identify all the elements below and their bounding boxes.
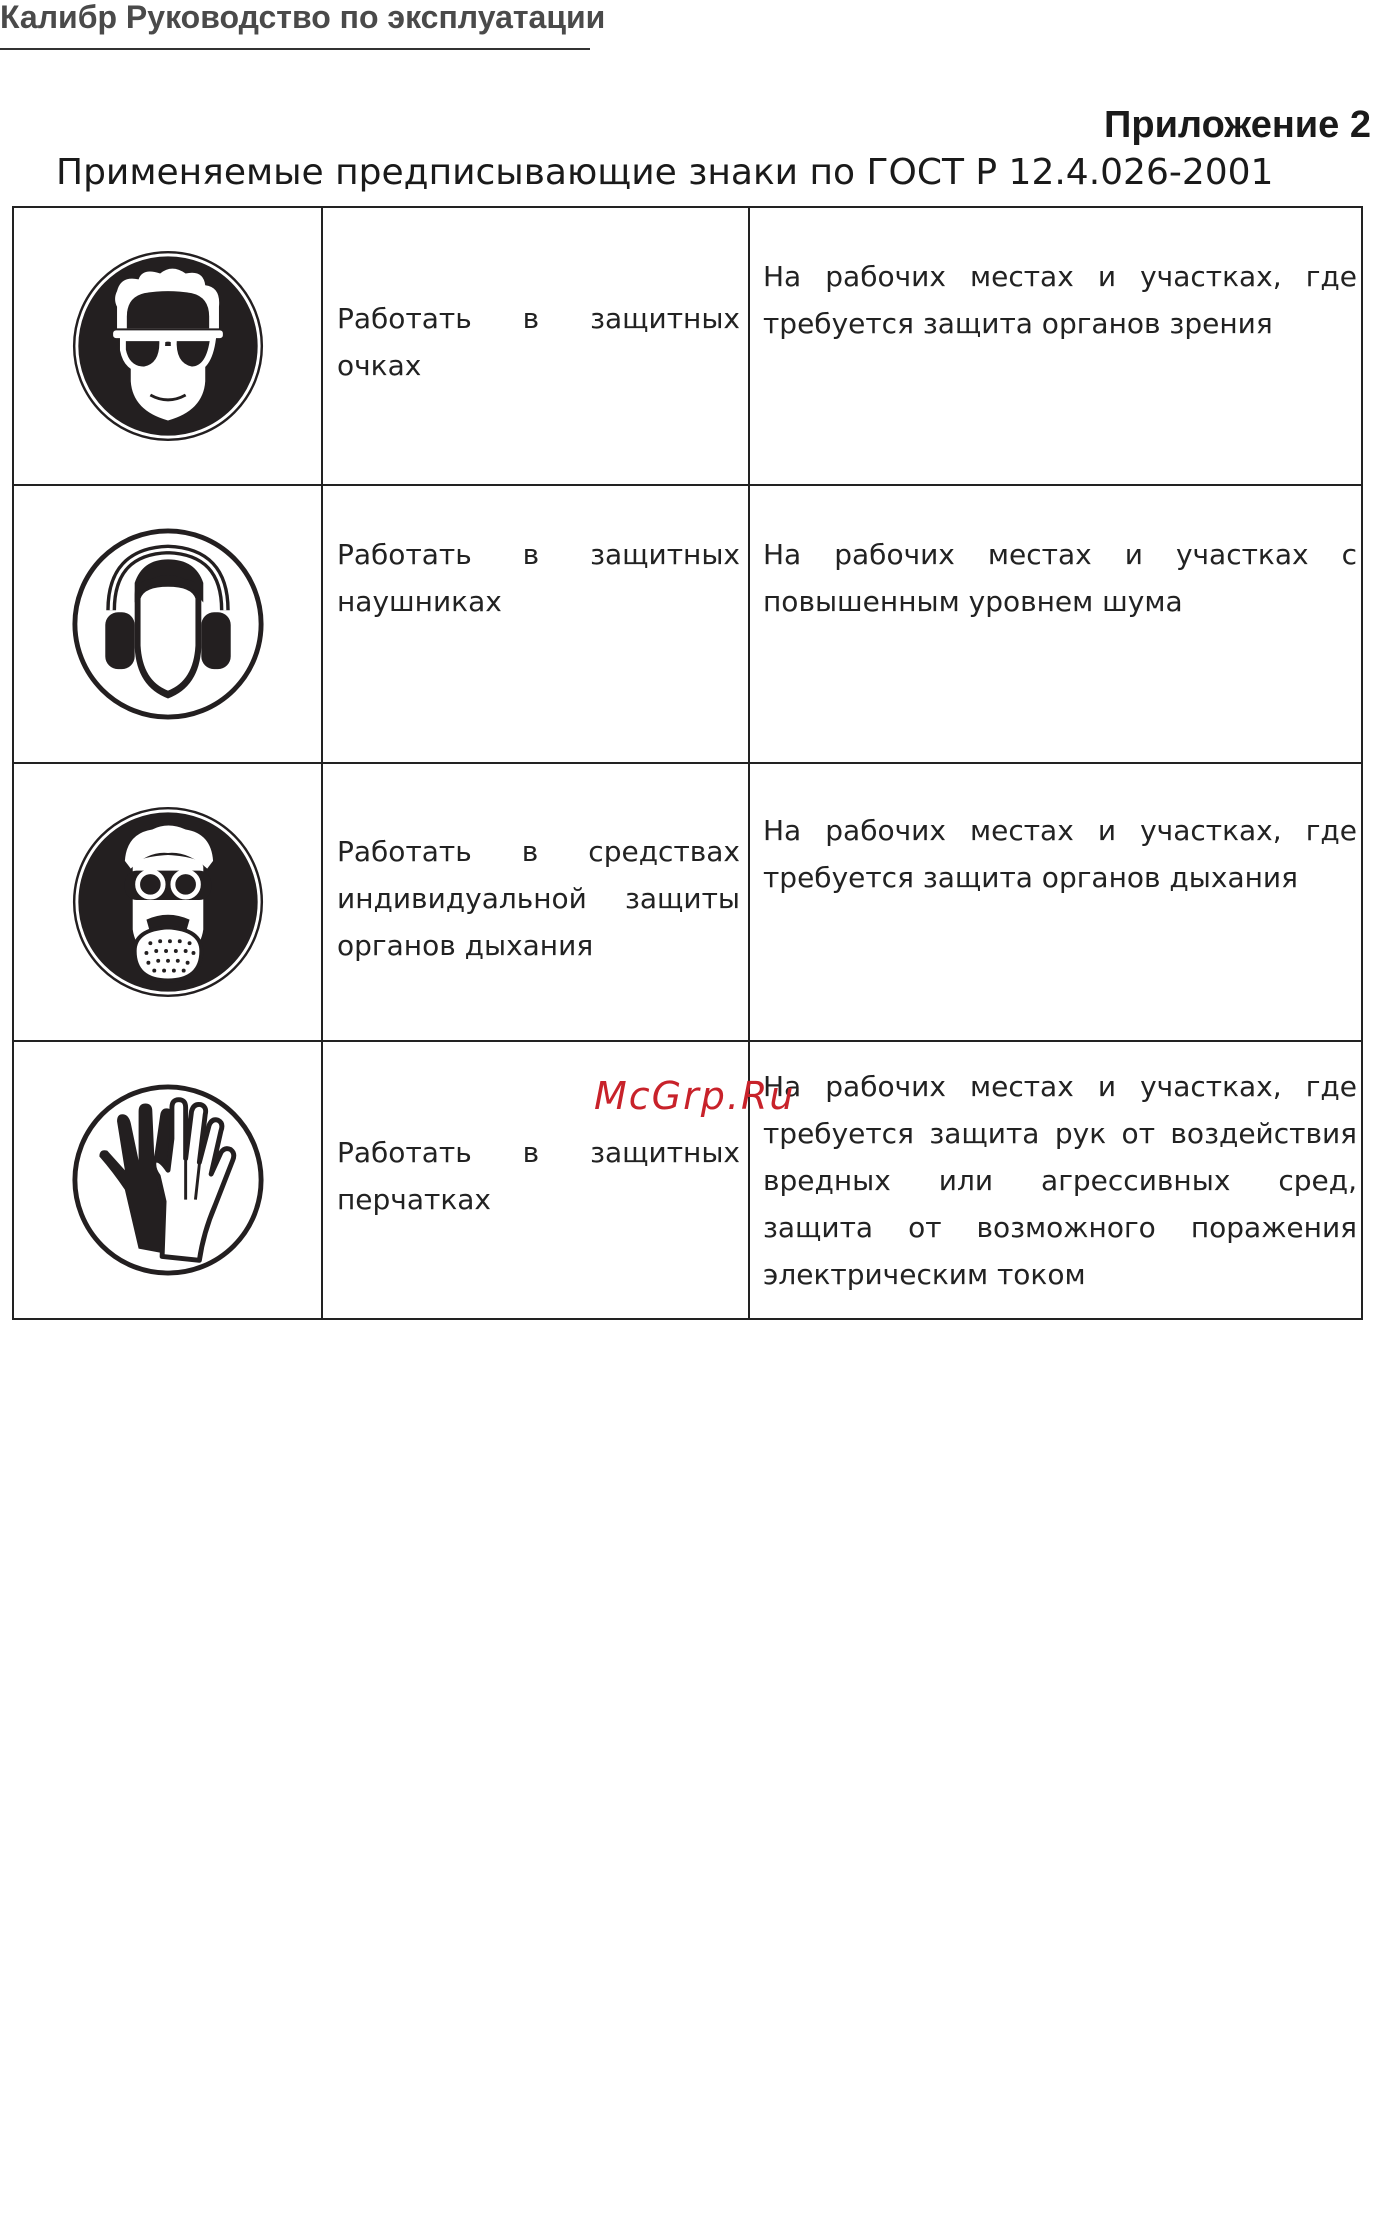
- sign-name: Работать в защитных наушниках: [322, 485, 749, 763]
- sign-name: Работать в защитных перчатках: [322, 1041, 749, 1319]
- icon-cell: [13, 485, 322, 763]
- safety-glasses-icon: [70, 248, 266, 444]
- sign-name: Работать в защитных очках: [322, 207, 749, 485]
- appendix-label: Приложение 2: [1104, 104, 1371, 146]
- sign-name: Работать в средствах индивидуальной защиты органов дыхания: [322, 763, 749, 1041]
- icon-cell: [13, 763, 322, 1041]
- sign-description: На рабочих местах и участках, где требуется защита органов зрения: [749, 207, 1362, 485]
- sign-description: На рабочих местах и участках с повышенным уровнем шума: [749, 485, 1362, 763]
- watermark-text: McGrp.Ru: [594, 1074, 796, 1118]
- respirator-icon: [70, 804, 266, 1000]
- icon-cell: [13, 1041, 322, 1319]
- sign-description: На рабочих местах и участках, где требуется защита органов дыхания: [749, 763, 1362, 1041]
- signs-table: [12, 206, 1363, 1320]
- running-header: Калибр Руководство по эксплуатации: [0, 0, 590, 50]
- icon-cell: [13, 207, 322, 485]
- table-title: Применяемые предписывающие знаки по ГОСТ Р 12.4.026-2001: [56, 152, 1274, 193]
- table-row: [13, 485, 1362, 763]
- ear-protection-icon: [70, 526, 266, 722]
- sign-description: На рабочих местах и участках, где требуется защита рук от воздействия вредных или агрессивных сред, защита от возможного поражения электрическим током: [749, 1041, 1362, 1319]
- table-row: [13, 207, 1362, 485]
- table-row: [13, 763, 1362, 1041]
- protective-gloves-icon: [70, 1082, 266, 1278]
